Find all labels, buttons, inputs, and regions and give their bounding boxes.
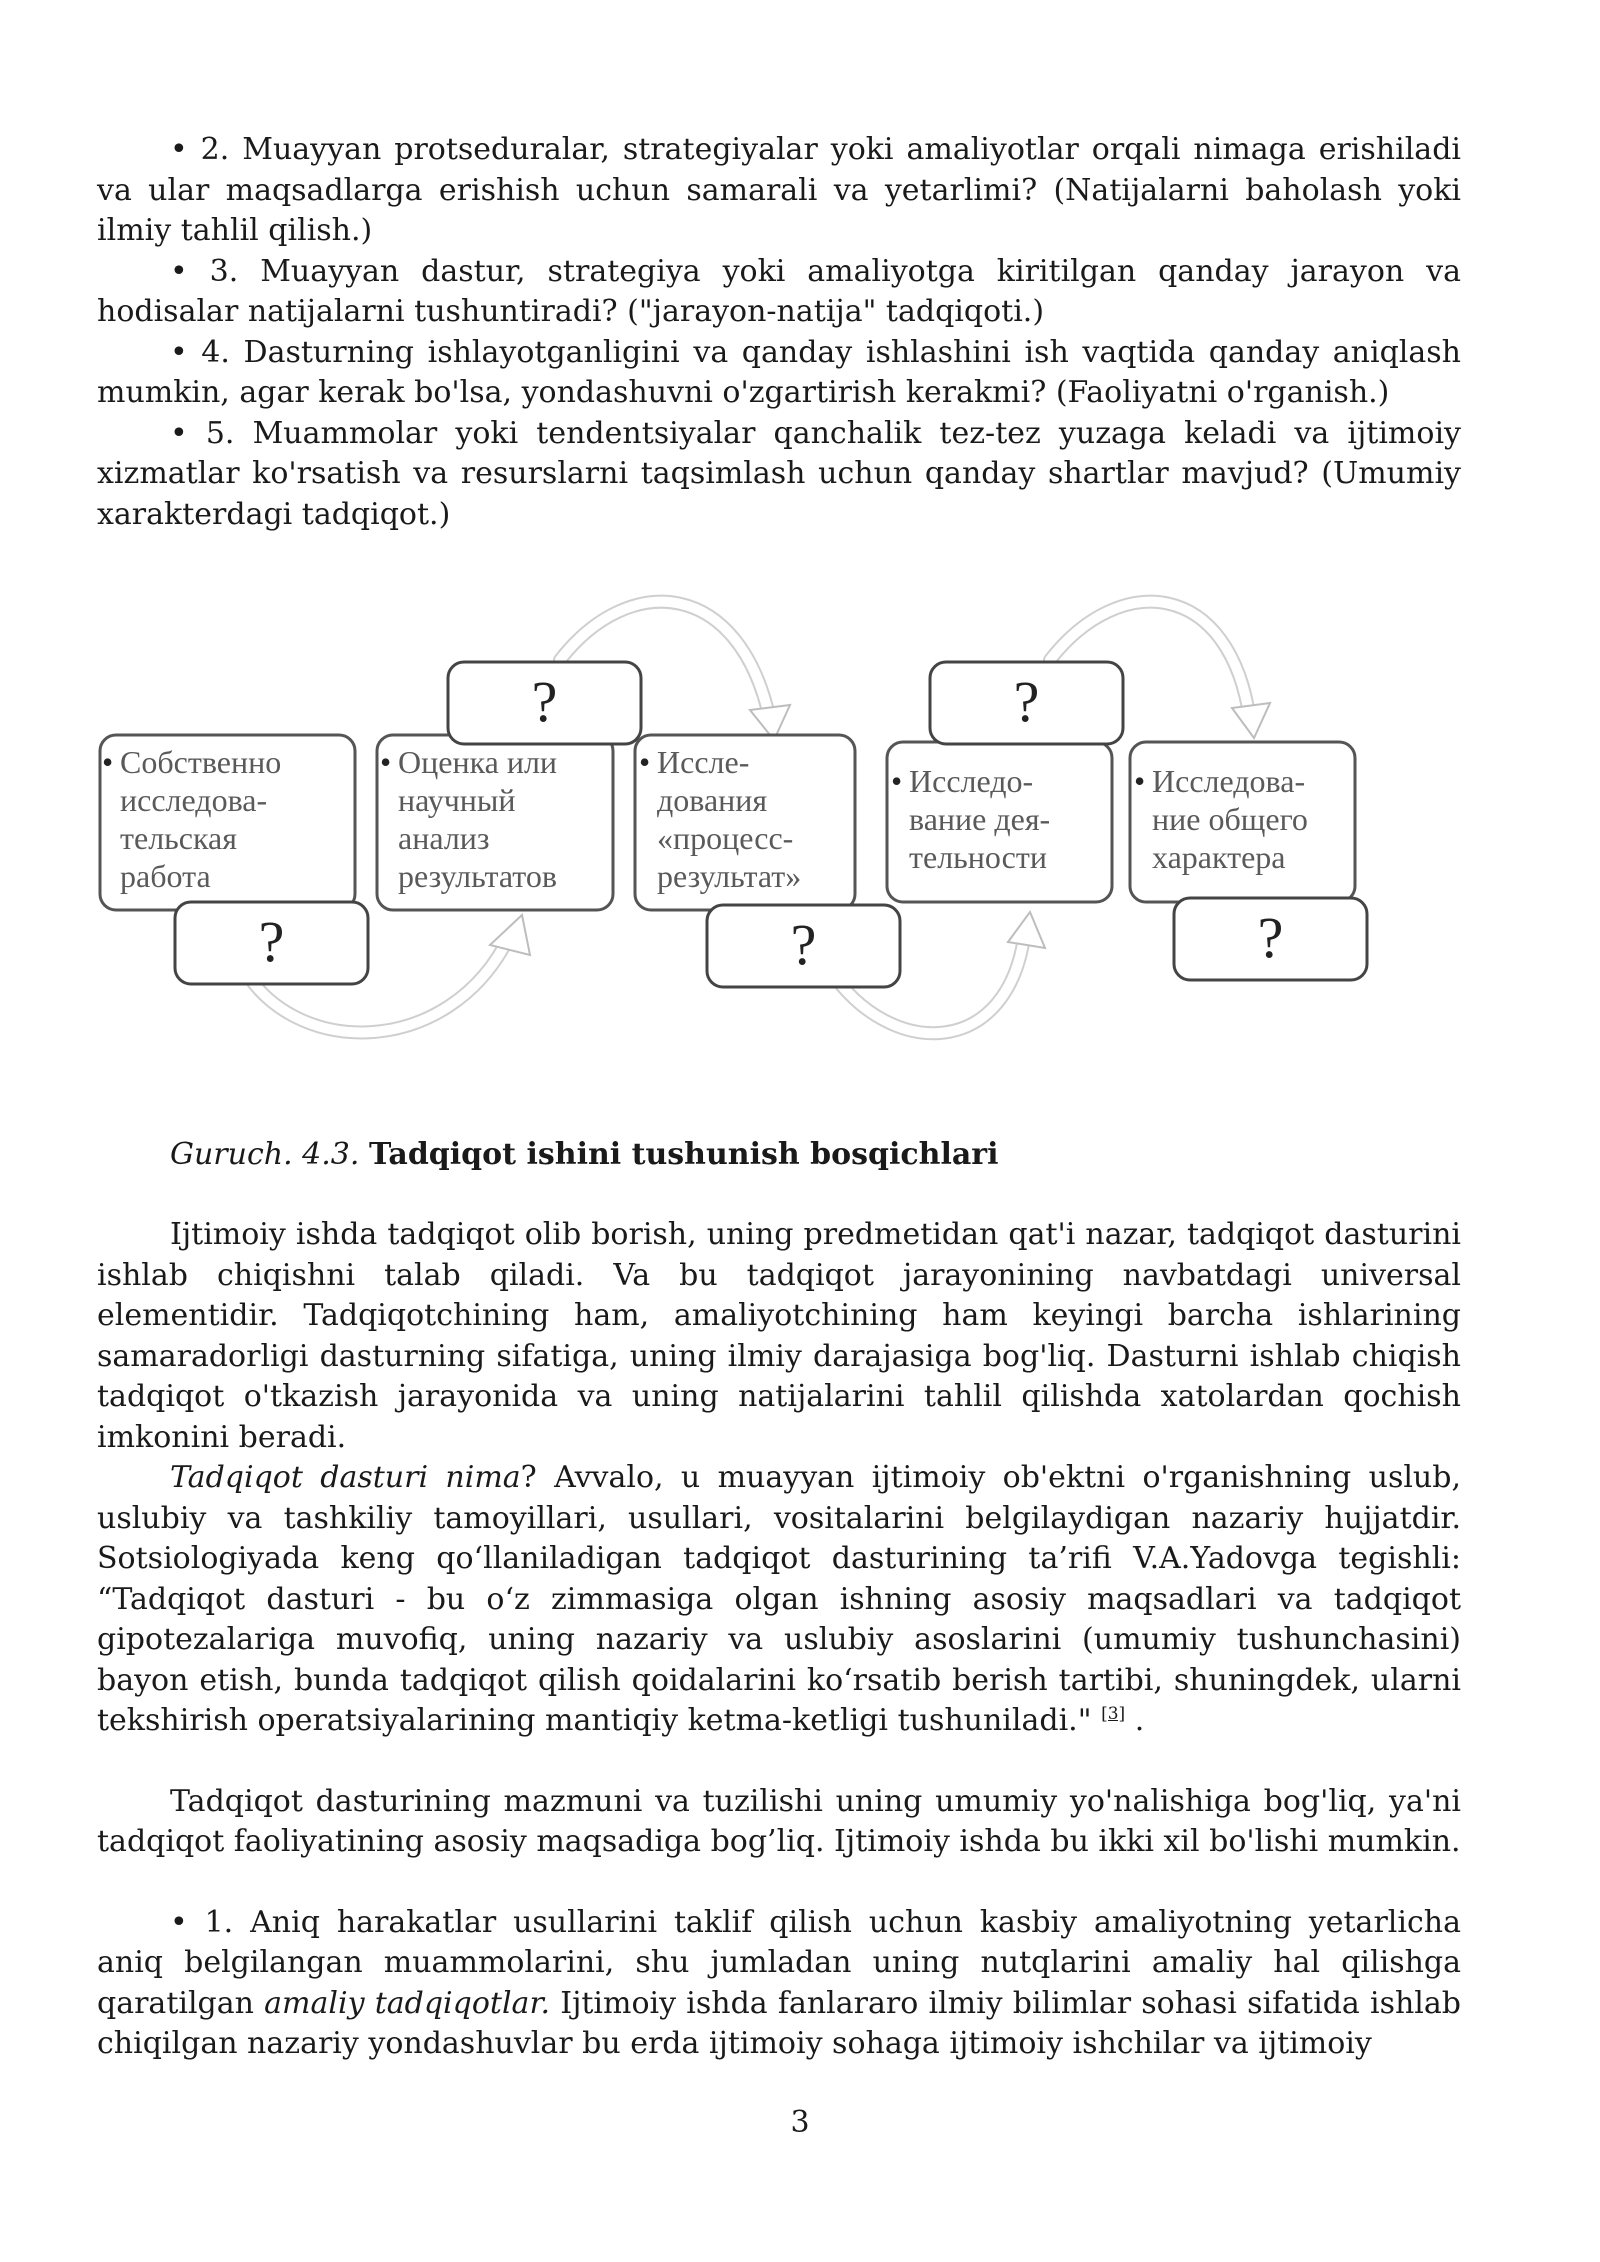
list-item: • 4. Dasturning ishlayotganligini va qanday ishlashini ish vaqtida qanday aniqlash mumkin, agar kerak bo'lsa, yondashuvni o'zgartirish kerakmi? (Faoliyatni o'rganish.): [97, 334, 1461, 410]
list-item: • 2. Muayyan protseduralar, strategiyalar yoki amaliyotlar orqali nimaga erishiladi va ular maqsadlarga erishish uchun samarali va yetarlimi? (Natijalarni baholash yoki ilmiy tahlil qilish.): [97, 132, 1461, 248]
paragraph: Tadqiqot dasturining mazmuni va tuzilishi uning umumiy yo'nalishiga bog'liq, ya'ni tadqiqot faoliyatining asosiy maqsadiga bog’liq. Ijtimoiy ishda bu ikki xil bo'lishi mumkin.: [97, 1783, 1461, 1859]
caption-title: Tadqiqot ishini tushunish bosqichlari: [368, 1137, 999, 1172]
research-stages-diagram: [90, 590, 1390, 1060]
italic-term: Tadqiqot dasturi nima: [170, 1460, 521, 1495]
page-number: 3: [790, 2105, 810, 2140]
list-item: • 1. Aniq harakatlar usullarini taklif qilish uchun kasbiy amaliyotning yetarlicha aniq belgilangan muammolarini, shu jumladan uning nutqlarini amaliy hal qilishga qaratilgan amaliy tadqiqotlar. Ijtimoiy ishda fanlararo ilmiy bilimlar sohasi sifatida ishlab chiqilgan nazariy yondashuvlar bu erda ijtimoiy sohaga ijtimoiy ishchilar va ijtimoiy: [97, 1904, 1461, 2061]
question-mark: ?: [1257, 905, 1284, 970]
stage-label: • Иссле- дования «процесс- результат»: [639, 744, 802, 894]
figure-caption: [97, 1135, 1461, 1175]
question-mark: ?: [258, 909, 285, 974]
list-item: • 5. Muammolar yoki tendentsiyalar qanchalik tez-tez yuzaga keladi va ijtimoiy xizmatlar ko'rsatish va resurslarni taqsimlash uchun qanday shartlar mavjud? (Umumiy xarakterdagi tadqiqot.): [97, 415, 1461, 532]
stage-label: • Собственно исследова- тельская работа: [102, 744, 282, 894]
stage-label: • Исследова- ние общего характера: [1134, 763, 1308, 875]
question-mark: ?: [531, 669, 558, 734]
italic-term: amaliy tadqiqotlar.: [264, 1985, 551, 2021]
stage-label: • Исследо- вание дея- тельности: [891, 763, 1051, 875]
question-mark: ?: [790, 912, 817, 977]
list-item: • 3. Muayyan dastur, strategiya yoki amaliyotga kiritilgan qanday jarayon va hodisalar natijalarni tushuntiradi? ("jarayon-natija" tadqiqoti.): [97, 253, 1461, 329]
paragraph: Ijtimoiy ishda tadqiqot olib borish, uning predmetidan qat'i nazar, tadqiqot dasturini ishlab chiqishni talab qiladi. Va bu tadqiqot jarayonining navbatdagi universal elementidir. Tadqiqotchining ham, amaliyotchining ham keyingi barcha ishlarining samaradorligi dasturning sifatiga, uning ilmiy darajasiga bog'liq. Dasturni ishlab chiqish tadqiqot o'tkazish jarayonida va uning natijalarini tahlil qilishda xatolardan qochish imkonini beradi.: [97, 1217, 1461, 1455]
caption-prefix: Guruch. 4.3.: [170, 1137, 360, 1172]
paragraph: Tadqiqot dasturi nima? Avvalo, u muayyan ijtimoiy ob'ektni o'rganishning uslub, uslubiy va tashkiliy tamoyillari, usullari, vositalarini belgilaydigan nazariy hujjatdir. Sotsiologiyada keng qo‘llaniladigan tadqiqot dasturining ta’rifi V.A.Yadovga tegishli: “Tadqiqot dasturi - bu o‘z zimmasiga olgan ishning asosiy maqsadlari va tadqiqot gipotezalariga muvofiq, uning nazariy va uslubiy asoslarini (umumiy tushunchasini) bayon etish, bunda tadqiqot qilish qoidalarini ko‘rsatib berish tartibi, shuningdek, ularni tekshirish operatsiyalarining mantiqiy ketma-ketligi tushuniladi." [3] .: [97, 1460, 1461, 1738]
page-text-top: [97, 130, 1461, 535]
question-mark: ?: [1013, 669, 1040, 734]
page-text-bottom: [97, 1135, 1461, 2065]
stage-label: • Оценка или научный анализ результатов: [380, 744, 558, 894]
footnote-ref[interactable]: [3]: [1101, 1704, 1126, 1724]
